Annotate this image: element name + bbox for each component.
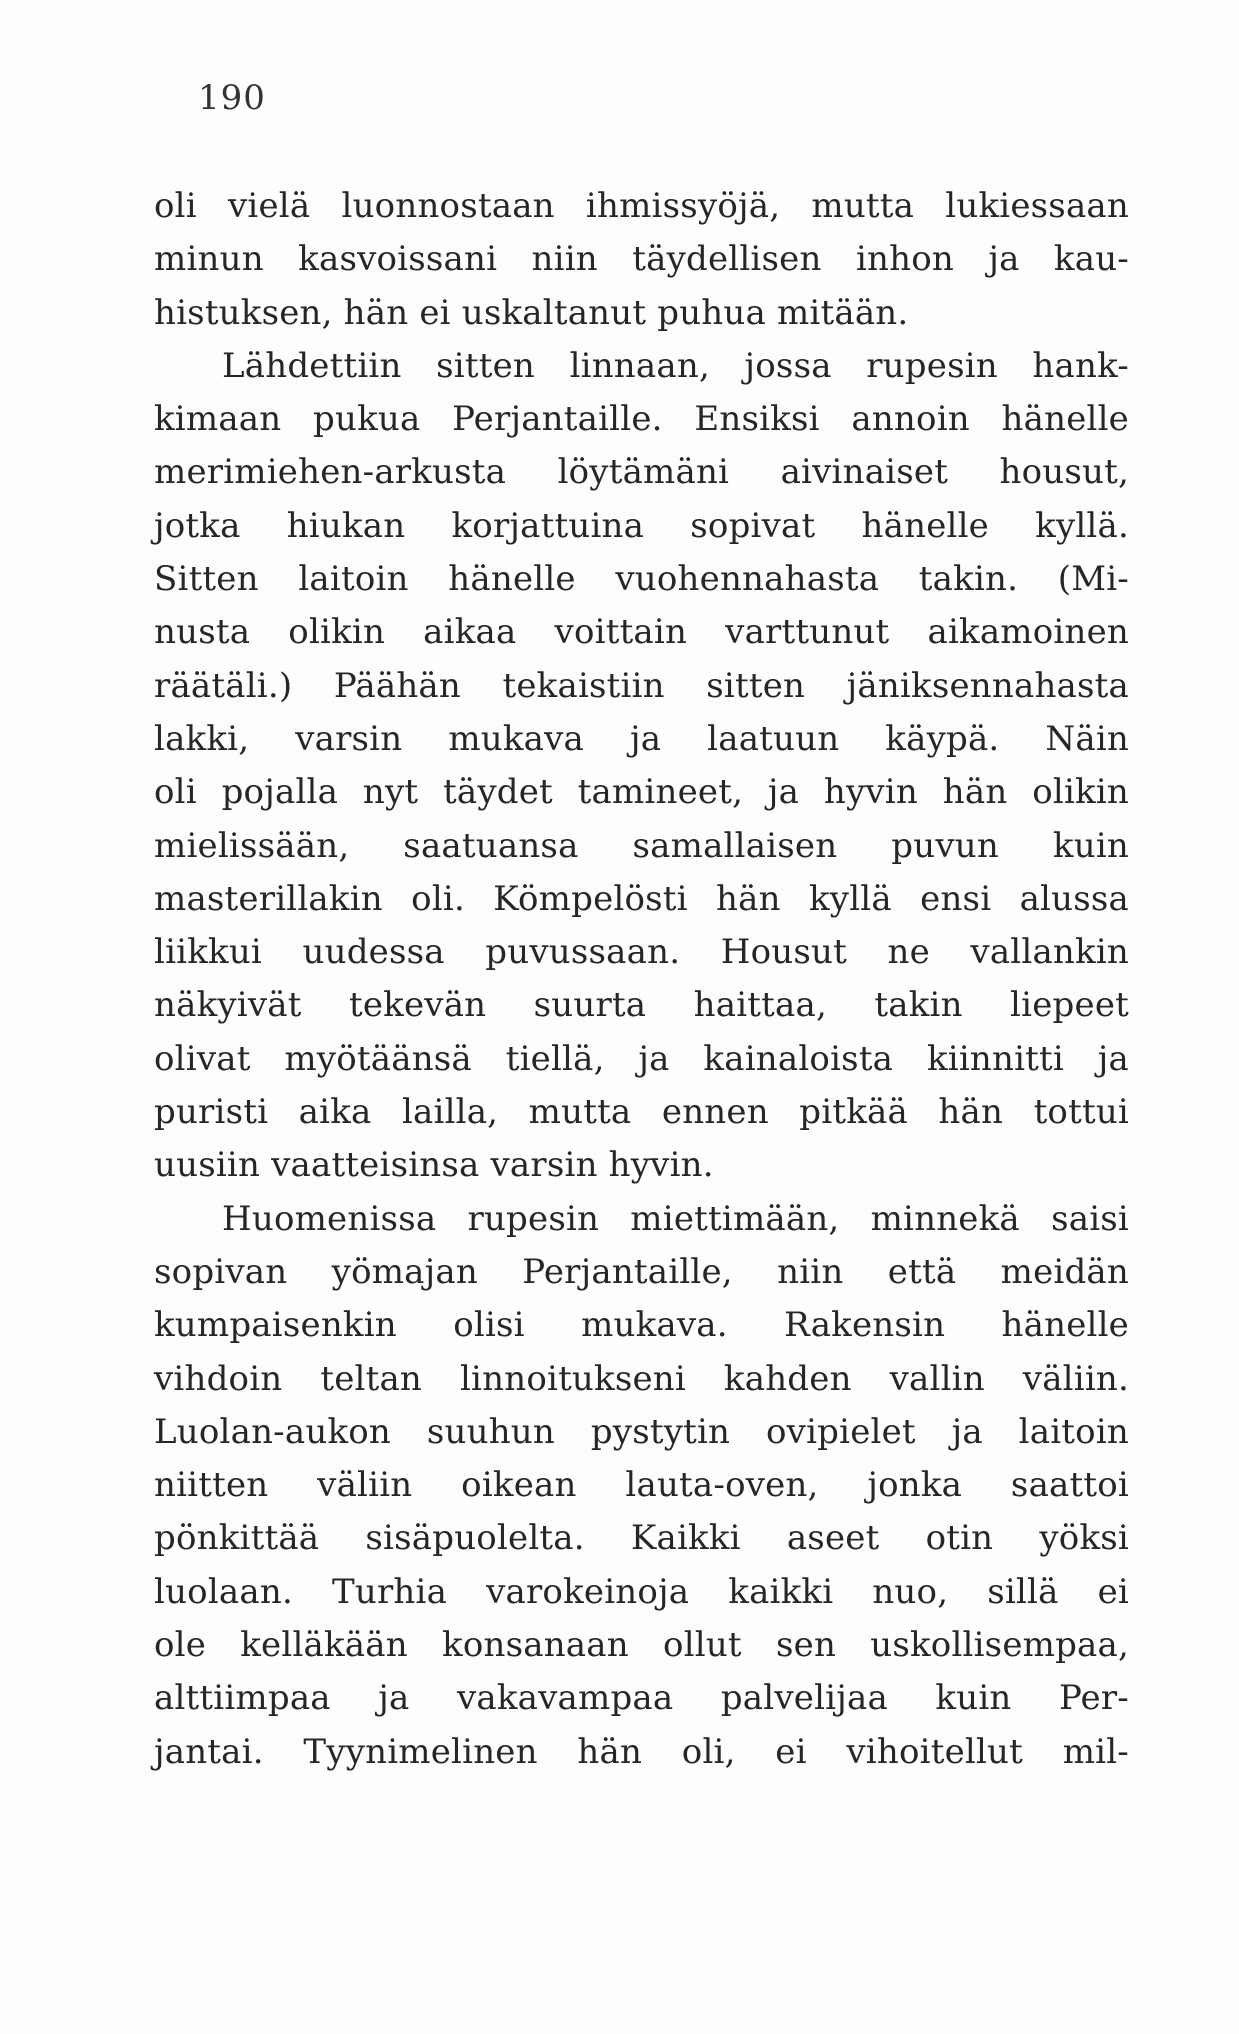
text-line: puristi aika lailla, mutta ennen pitkää hän tottui xyxy=(154,1092,1129,1133)
text-line: luolaan. Turhia varokeinoja kaikki nuo, sillä ei xyxy=(154,1571,1129,1612)
text-line: niitten väliin oikean lauta-oven, jonka saattoi xyxy=(154,1465,1129,1506)
text-line: Sitten laitoin hänelle vuohennahasta takin. (Mi- xyxy=(154,559,1129,600)
text-line: masterillakin oli. Kömpelösti hän kyllä ensi alussa xyxy=(154,878,1129,919)
text-line: jantai. Tyynimelinen hän oli, ei vihoitellut mil- xyxy=(154,1731,1129,1772)
text-line: näkyivät tekevän suurta haittaa, takin liepeet xyxy=(154,985,1129,1026)
text-line: mielissään, saatuansa samallaisen puvun kuin xyxy=(154,825,1129,866)
text-line: vihdoin teltan linnoitukseni kahden vallin väliin. xyxy=(154,1358,1129,1399)
body-text xyxy=(154,180,1129,1779)
text-line: oli vielä luonnostaan ihmissyöjä, mutta lukiessaan xyxy=(154,186,1129,226)
text-line: ole kelläkään konsanaan ollut sen uskollisempaa, xyxy=(154,1625,1129,1666)
text-line: olivat myötäänsä tiellä, ja kainaloista kiinnitti ja xyxy=(154,1038,1129,1079)
text-line: räätäli.) Päähän tekaistiin sitten jäniksennahasta xyxy=(154,665,1129,706)
text-line: uusiin vaatteisinsa varsin hyvin. xyxy=(154,1145,714,1186)
text-line: sopivan yömajan Perjantaille, niin että meidän xyxy=(154,1251,1129,1292)
text-line: Luolan-aukon suuhun pystytin ovipielet ja laitoin xyxy=(154,1411,1129,1452)
text-line: kumpaisenkin olisi mukava. Rakensin hänelle xyxy=(154,1305,1129,1346)
page-number: 190 xyxy=(198,78,266,118)
text-line: alttiimpaa ja vakavampaa palvelijaa kuin Per- xyxy=(154,1678,1129,1719)
text-line: Lähdettiin sitten linnaan, jossa rupesin hank- xyxy=(222,345,1129,386)
text-line: kimaan pukua Perjantaille. Ensiksi annoin hänelle xyxy=(154,399,1129,440)
text-line: liikkui uudessa puvussaan. Housut ne vallankin xyxy=(154,932,1129,973)
text-line: merimiehen-arkusta löytämäni aivinaiset housut, xyxy=(154,452,1129,493)
text-line: oli pojalla nyt täydet tamineet, ja hyvin hän olikin xyxy=(154,772,1129,813)
text-line: minun kasvoissani niin täydellisen inhon ja kau- xyxy=(154,239,1129,280)
text-line: pönkittää sisäpuolelta. Kaikki aseet otin yöksi xyxy=(154,1518,1129,1559)
text-line: lakki, varsin mukava ja laatuun käypä. Näin xyxy=(154,718,1129,759)
text-line: jotka hiukan korjattuina sopivat hänelle kyllä. xyxy=(154,505,1129,546)
text-line: nusta olikin aikaa voittain varttunut aikamoinen xyxy=(154,612,1129,653)
text-line: Huomenissa rupesin miettimään, minnekä saisi xyxy=(222,1198,1129,1239)
text-line: histuksen, hän ei uskaltanut puhua mitään. xyxy=(154,292,909,333)
